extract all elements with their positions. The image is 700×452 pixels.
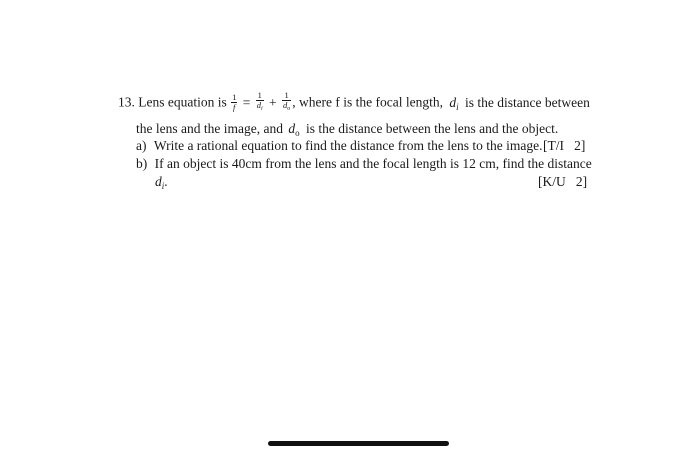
line1-end-text: is the distance between (465, 94, 590, 110)
part-a-marks: [T/I 2] (543, 138, 586, 153)
line2-end-text: is the distance between the lens and the object. (305, 121, 559, 136)
part-b-text: If an object is 40cm from the lens and the focal length is 12 cm, find the distance (154, 156, 592, 171)
part-a (136, 138, 542, 154)
part-b-answer-end: . (164, 174, 168, 189)
line2-start-text: the lens and the image, and (136, 121, 283, 136)
part-a-label: a) (136, 138, 147, 153)
question-number: 13. (118, 94, 135, 110)
di-symbol: $d_i$ (449, 94, 459, 112)
part-b-marks: [K/U 2] (538, 174, 588, 189)
equals-sign: = (242, 94, 251, 110)
lhs-numerator: 1 (232, 92, 237, 102)
term1-denominator: $d_i$ (256, 100, 263, 112)
home-indicator-bar[interactable] (268, 441, 449, 446)
part-b-di-symbol: $d_i$ (155, 174, 165, 191)
after-equation-text: , where f is the focal length, (292, 94, 443, 110)
part-b (136, 156, 592, 172)
part-a-text: Write a rational equation to find the distance from the lens to the image. (153, 138, 543, 153)
part-b-label: b) (136, 156, 148, 171)
question-intro: Lens equation is (138, 94, 227, 110)
part-b-answer-line (155, 174, 168, 194)
lens-equation-lhs-fraction (231, 93, 237, 112)
lhs-denominator: f (233, 102, 236, 112)
plus-sign: + (269, 94, 277, 110)
question-line-1 (118, 92, 590, 115)
term1-numerator: 1 (257, 90, 262, 100)
term2-numerator: 1 (282, 91, 291, 101)
lens-equation-term1-fraction (256, 91, 264, 114)
term2-denominator: $d_o$ (283, 100, 291, 112)
lens-equation-term2-fraction (282, 91, 291, 114)
do-symbol: $d_o$ (288, 121, 300, 138)
